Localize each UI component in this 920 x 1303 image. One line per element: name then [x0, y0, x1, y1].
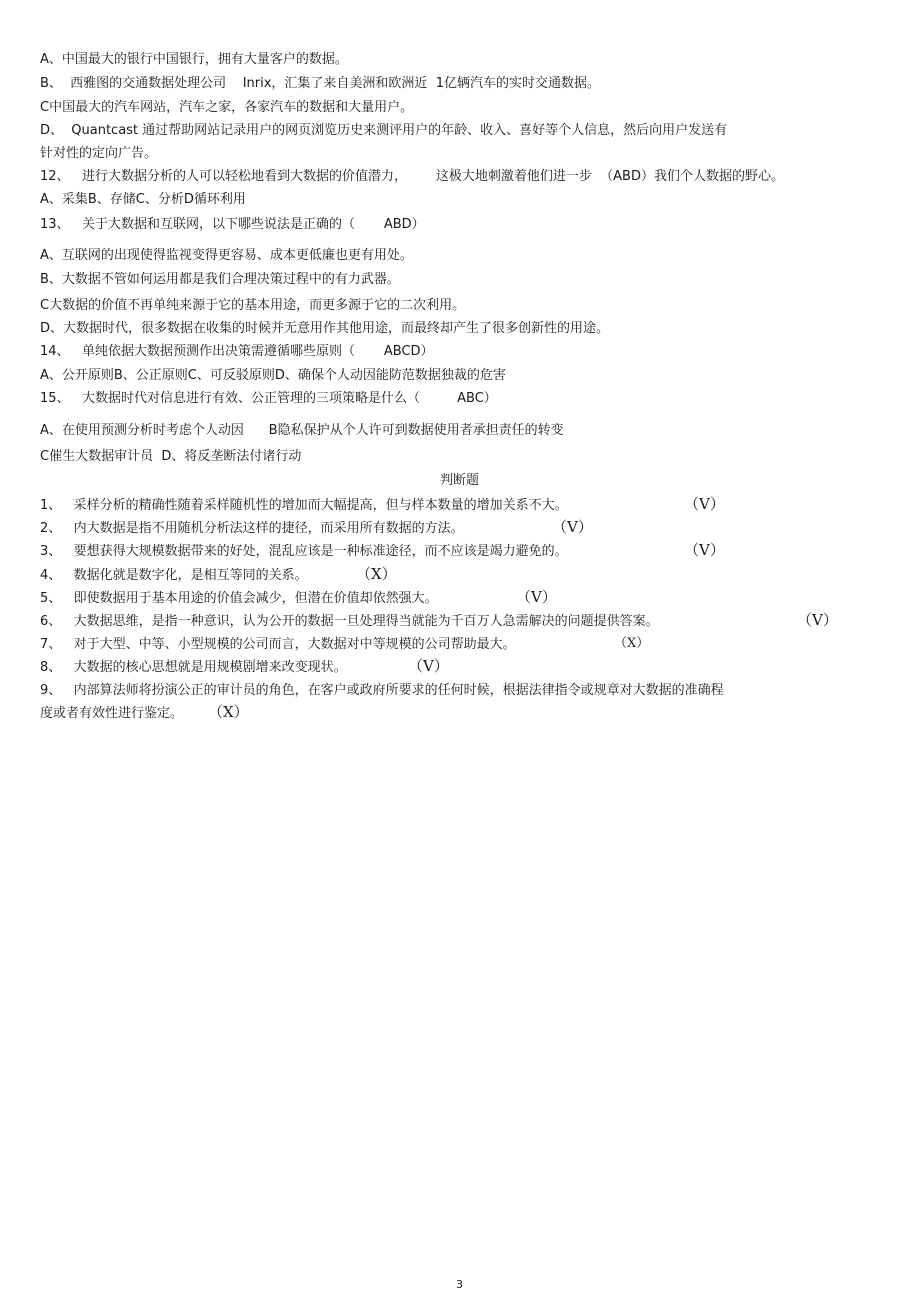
question-line: 13、 关于大数据和互联网，以下哪些说法是正确的（ ABD） [40, 217, 425, 232]
option-line: A、采集B、存储C、分析D循环利用 [40, 192, 246, 207]
option-line: 针对性的定向广告。 [40, 146, 158, 161]
judgment-answer: （V） [684, 495, 725, 513]
option-line: A、公开原则B、公正原则C、可反驳原则D、确保个人动因能防范数据独裁的危害 [40, 368, 506, 383]
judgment-statement: 8、 大数据的核心思想就是用规模剧增来改变现状。 [40, 660, 347, 675]
judgment-answer: （V） [408, 657, 449, 675]
judgment-statement: 6、 大数据思维，是指一种意识，认为公开的数据一旦处理得当就能为千百万人急需解决的问题提供答案。 [40, 614, 659, 629]
judgment-answer: （X） [356, 565, 397, 583]
option-line: A、中国最大的银行中国银行，拥有大量客户的数据。 [40, 52, 348, 67]
judgment-answer: （V） [797, 611, 838, 629]
judgment-statement: 9、 内部算法师将扮演公正的审计员的角色，在客户或政府所要求的任何时候，根据法律指令或规章对大数据的准确程 [40, 683, 724, 698]
option-line: D、大数据时代，很多数据在收集的时候并无意用作其他用途，而最终却产生了很多创新性的用途。 [40, 321, 610, 336]
question-line: 12、 进行大数据分析的人可以轻松地看到大数据的价值潜力， 这极大地刺激着他们进一步 （ABD）我们个人数据的野心。 [40, 169, 784, 184]
judgment-statement: 1、 采样分析的精确性随着采样随机性的增加而大幅提高，但与样本数量的增加关系不大。 [40, 498, 568, 513]
option-line: C大数据的价值不再单纯来源于它的基本用途，而更多源于它的二次利用。 [40, 298, 466, 313]
judgment-answer: （V） [516, 588, 557, 606]
judgment-answer: （V） [552, 518, 593, 536]
option-line: C中国最大的汽车网站，汽车之家，各家汽车的数据和大量用户。 [40, 100, 414, 115]
question-line: 14、 单纯依据大数据预测作出决策需遵循哪些原则（ ABCD） [40, 344, 434, 359]
judgment-statement: 7、 对于大型、中等、小型规模的公司而言，大数据对中等规模的公司帮助最大。 [40, 637, 516, 652]
judgment-statement: 2、 内大数据是指不用随机分析法这样的捷径，而采用所有数据的方法。 [40, 521, 464, 536]
judgment-statement: 度或者有效性进行鉴定。 [40, 706, 184, 721]
judgment-statement: 4、 数据化就是数字化，是相互等同的关系。 [40, 568, 308, 583]
option-line: C催生大数据审计员 D、将反垄断法付诸行动 [40, 449, 302, 464]
judgment-answer: （V） [684, 541, 725, 559]
option-line: B、大数据不管如何运用都是我们合理决策过程中的有力武器。 [40, 272, 400, 287]
judgment-answer: （X） [614, 636, 650, 651]
judgment-statement: 3、 要想获得大规模数据带来的好处，混乱应该是一种标准途径，而不应该是竭力避免的。 [40, 544, 568, 559]
option-line: A、在使用预测分析时考虑个人动因 B隐私保护从个人许可到数据使用者承担责任的转变 [40, 423, 564, 438]
option-line: D、 Quantcast 通过帮助网站记录用户的网页浏览历史来测评用户的年龄、收入、喜好等个人信息，然后向用户发送有 [40, 123, 728, 138]
judgment-answer: （X） [208, 703, 249, 721]
section-title: 判断题 [440, 473, 480, 488]
question-line: 15、 大数据时代对信息进行有效、公正管理的三项策略是什么（ ABC） [40, 391, 497, 406]
page-number: 3 [456, 1278, 463, 1291]
option-line: A、互联网的出现使得监视变得更容易、成本更低廉也更有用处。 [40, 248, 413, 263]
option-line: B、 西雅图的交通数据处理公司 Inrix，汇集了来自美洲和欧洲近 1亿辆汽车的实时交通数据。 [40, 76, 600, 91]
judgment-statement: 5、 即使数据用于基本用途的价值会减少，但潜在价值却依然强大。 [40, 591, 438, 606]
